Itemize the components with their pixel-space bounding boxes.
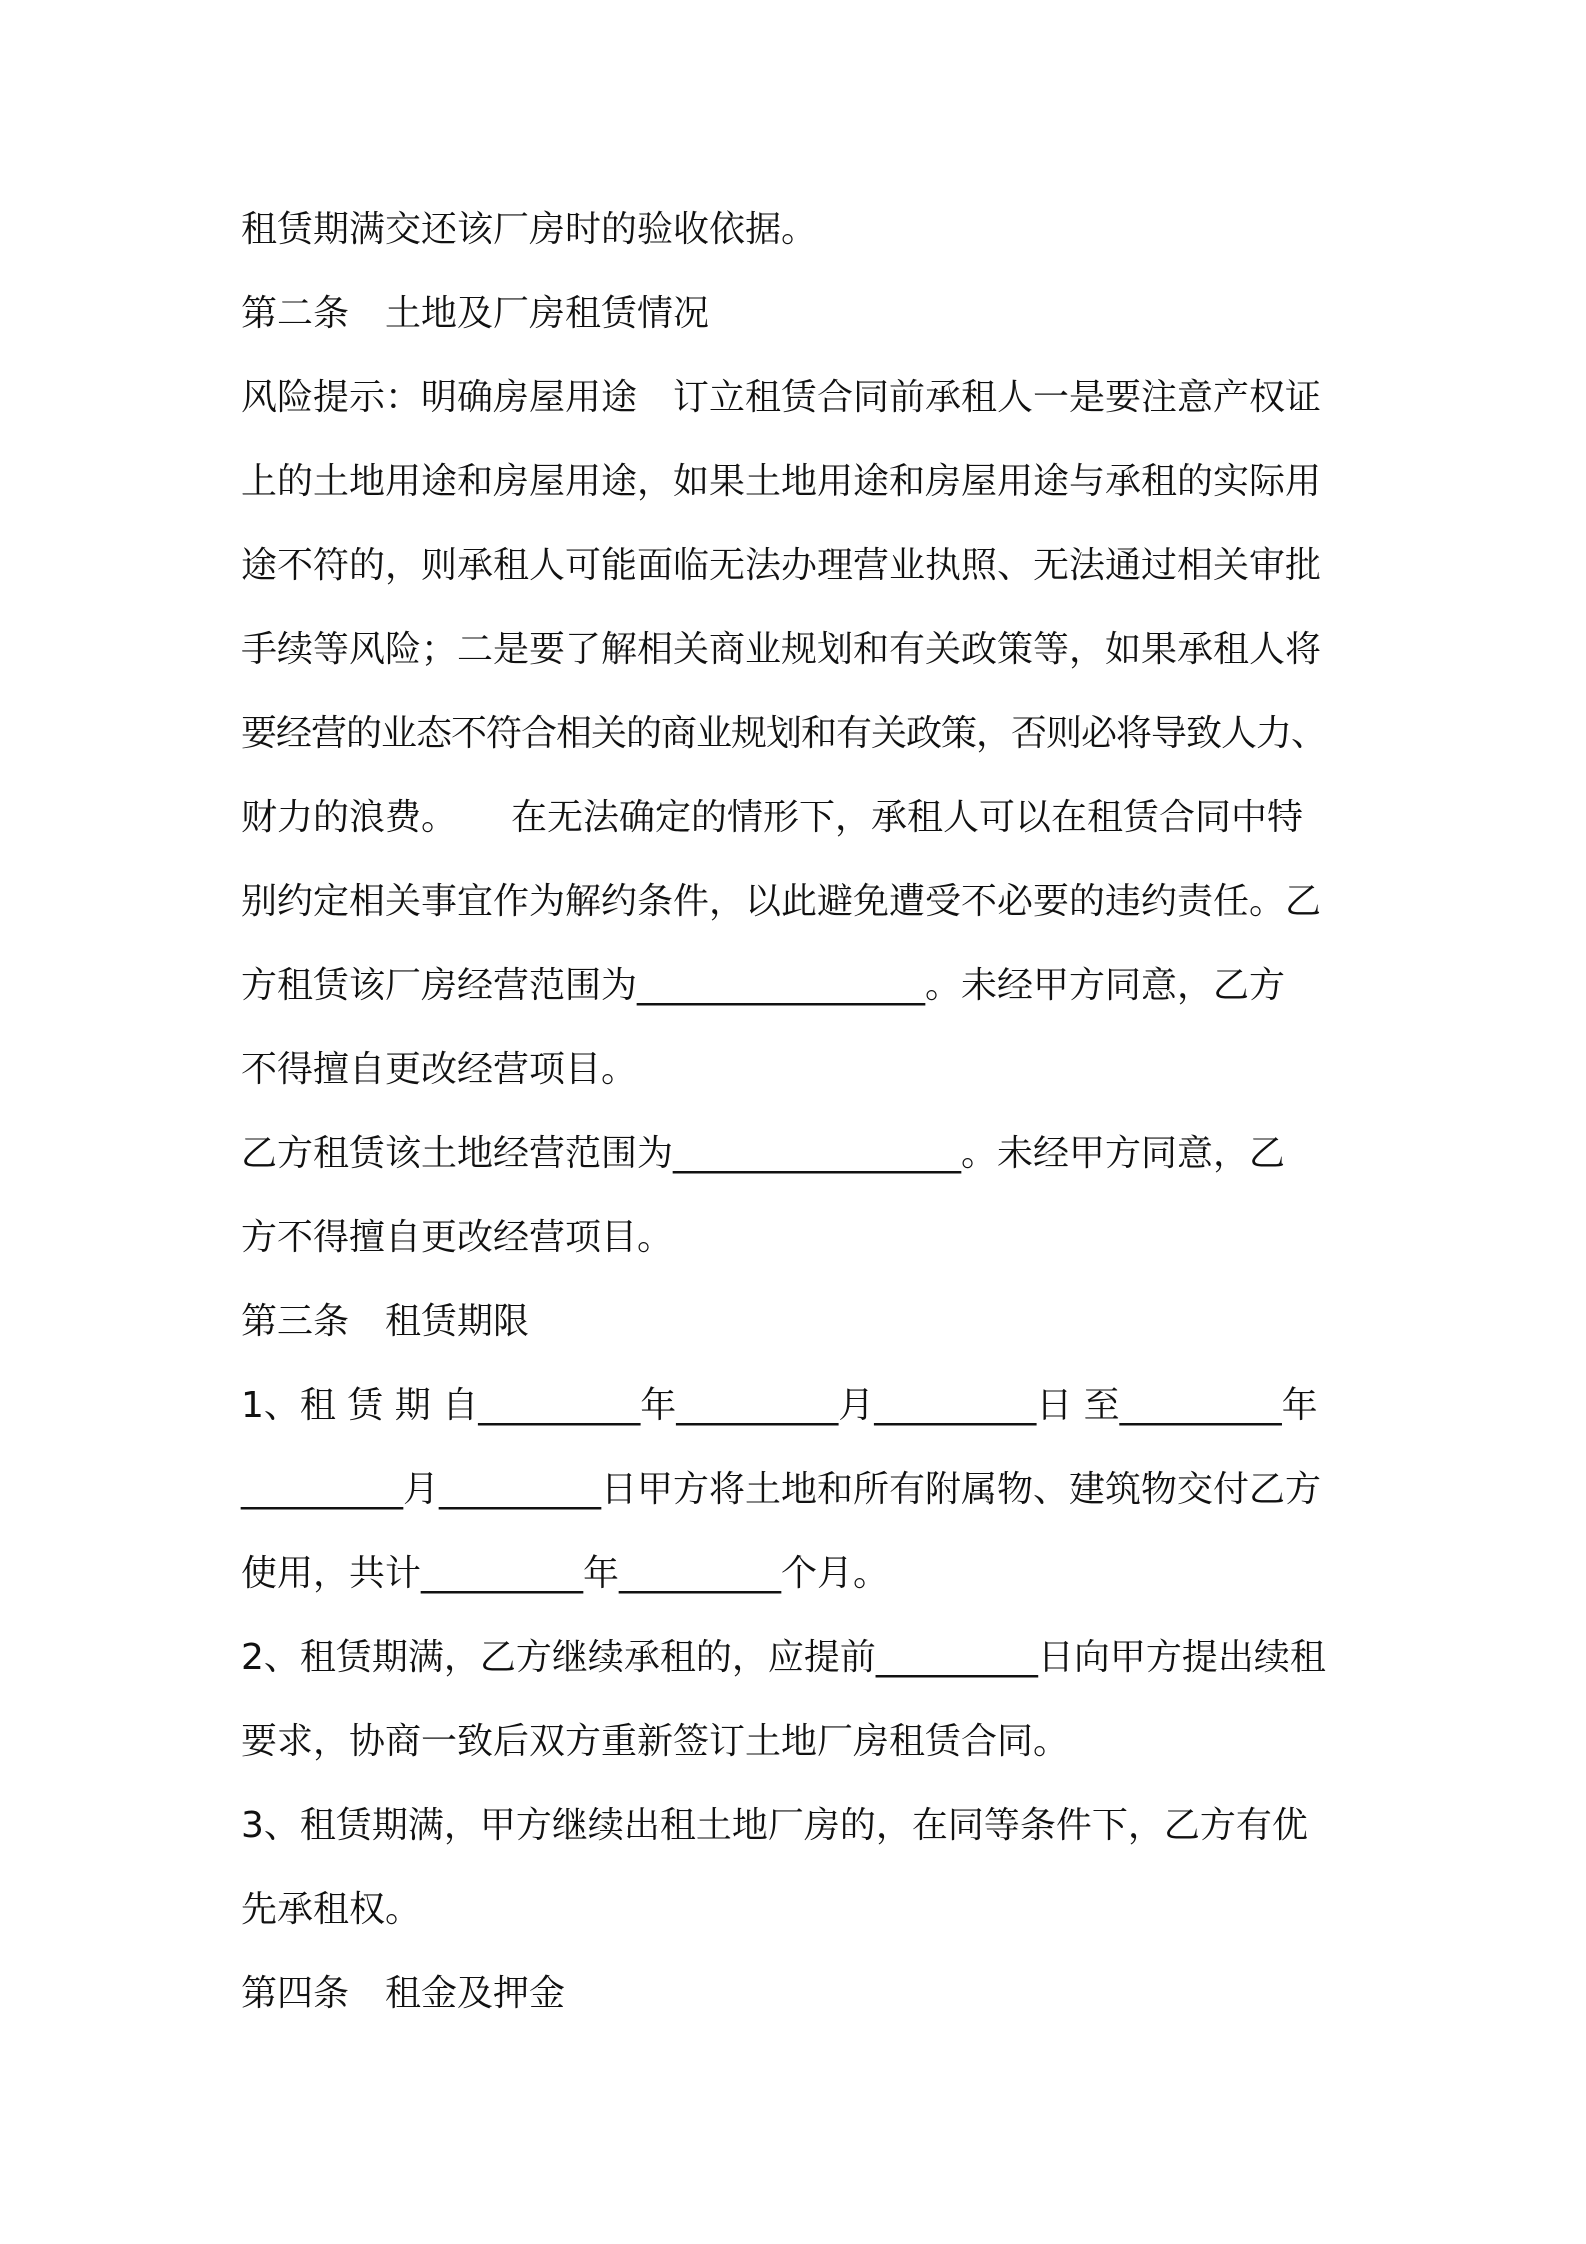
text-line: 要经营的业态不符合相关的商业规划和有关政策，否则必将导致人力、	[241, 713, 1327, 754]
section-heading-article-2: 第二条 土地及厂房租赁情况	[241, 293, 710, 334]
text-line: 要求，协商一致后双方重新签订土地厂房租赁合同。	[241, 1721, 1070, 1762]
text-line: 先承租权。	[241, 1889, 422, 1930]
text-line: 使用，共计_________年_________个月。	[241, 1553, 890, 1594]
text-line: 3、租赁期满，甲方继续出租土地厂房的，在同等条件下，乙方有优	[241, 1805, 1308, 1846]
text-line: 风险提示：明确房屋用途 订立租赁合同前承租人一是要注意产权证	[241, 377, 1322, 418]
text-line: 财力的浪费。 在无法确定的情形下，承租人可以在租赁合同中特	[241, 797, 1304, 838]
text-line: 途不符的，则承租人可能面临无法办理营业执照、无法通过相关审批	[241, 545, 1322, 586]
text-line: 不得擅自更改经营项目。	[241, 1049, 638, 1090]
text-line: 乙方租赁该土地经营范围为________________。未经甲方同意，乙	[241, 1133, 1286, 1174]
section-heading-article-4: 第四条 租金及押金	[241, 1973, 566, 2014]
text-line: 别约定相关事宜作为解约条件，以此避免遭受不必要的违约责任。乙	[241, 881, 1322, 922]
text-line: 方不得擅自更改经营项目。	[241, 1217, 674, 1258]
document-body	[241, 198, 1361, 2046]
text-line: _________月_________日甲方将土地和所有附属物、建筑物交付乙方	[241, 1469, 1322, 1510]
text-line: 1、租 赁 期 自_________年_________月_________日 至_________年	[241, 1385, 1318, 1426]
text-line: 手续等风险；二是要了解相关商业规划和有关政策等，如果承租人将	[241, 629, 1322, 670]
text-line: 2、租赁期满，乙方继续承租的，应提前_________日向甲方提出续租	[241, 1637, 1326, 1678]
text-line: 租赁期满交还该厂房时的验收依据。	[241, 209, 818, 250]
text-line: 上的土地用途和房屋用途，如果土地用途和房屋用途与承租的实际用	[241, 461, 1322, 502]
section-heading-article-3: 第三条 租赁期限	[241, 1301, 530, 1342]
text-line: 方租赁该厂房经营范围为________________。未经甲方同意，乙方	[241, 965, 1286, 1006]
